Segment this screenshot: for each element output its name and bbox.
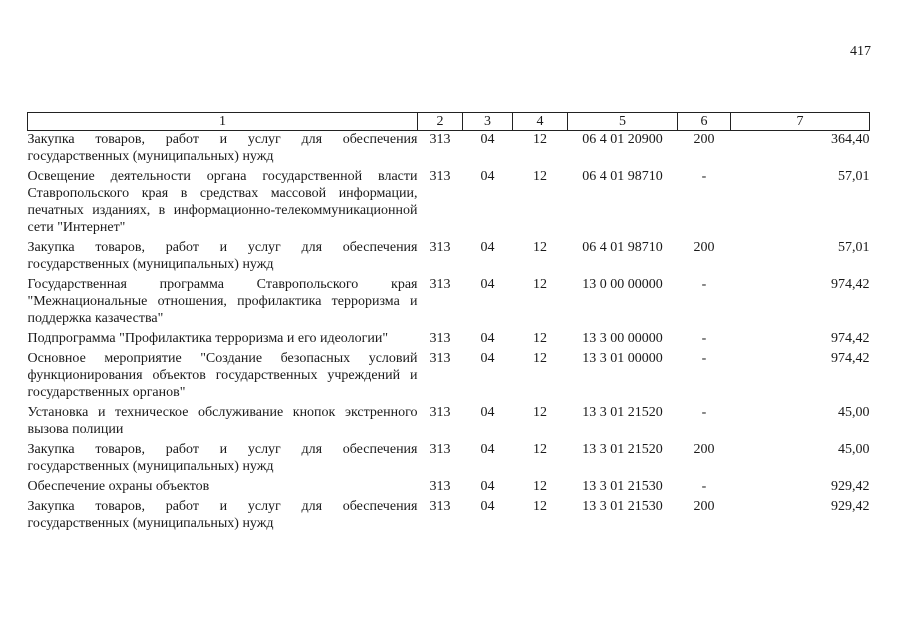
header-col-5: 5 xyxy=(568,113,678,131)
row-name: Закупка товаров, работ и услуг для обеспечения государственных (муниципальных) нужд xyxy=(27,132,418,164)
header-col-3: 3 xyxy=(463,113,513,131)
row-amount: 45,00 xyxy=(838,442,870,457)
row-col-5: 06 4 01 98710 xyxy=(582,240,663,255)
row-col-6: - xyxy=(701,405,707,420)
row-col-5: 06 4 01 20900 xyxy=(582,132,663,147)
table-row xyxy=(28,131,870,169)
row-col-5: 13 3 01 21520 xyxy=(582,442,663,457)
row-col-2: 313 xyxy=(429,351,451,366)
header-col-1: 1 xyxy=(28,113,418,131)
row-col-6: - xyxy=(701,331,707,346)
row-amount: 929,42 xyxy=(831,499,870,514)
row-col-2: 313 xyxy=(429,331,451,346)
row-col-5: 13 0 00 00000 xyxy=(582,277,663,292)
row-col-3: 04 xyxy=(480,351,495,366)
row-col-2: 313 xyxy=(429,169,451,184)
row-col-5: 13 3 01 00000 xyxy=(582,351,663,366)
row-col-6: 200 xyxy=(693,132,715,147)
row-amount: 45,00 xyxy=(838,405,870,420)
row-col-4: 12 xyxy=(533,240,547,255)
row-col-6: - xyxy=(701,351,707,366)
row-name: Закупка товаров, работ и услуг для обеспечения государственных (муниципальных) нужд xyxy=(27,240,418,272)
budget-table xyxy=(27,112,870,535)
row-name: Подпрограмма "Профилактика терроризма и его идеологии" xyxy=(27,331,389,346)
row-col-2: 313 xyxy=(429,277,451,292)
row-amount: 929,42 xyxy=(831,479,870,494)
table-row xyxy=(28,441,870,478)
row-amount: 974,42 xyxy=(831,331,870,346)
table-row xyxy=(28,239,870,276)
header-col-7: 7 xyxy=(731,113,870,131)
row-col-2: 313 xyxy=(429,405,451,420)
row-col-6: 200 xyxy=(693,240,715,255)
row-col-2: 313 xyxy=(429,479,451,494)
row-amount: 57,01 xyxy=(838,240,870,255)
row-col-3: 04 xyxy=(480,405,495,420)
row-col-6: - xyxy=(701,277,707,292)
table-row xyxy=(28,330,870,350)
table-row xyxy=(28,168,870,239)
row-col-6: - xyxy=(701,479,707,494)
row-col-3: 04 xyxy=(480,499,495,514)
header-col-6: 6 xyxy=(678,113,731,131)
row-col-3: 04 xyxy=(480,479,495,494)
header-col-2: 2 xyxy=(418,113,463,131)
header-row xyxy=(28,113,870,131)
row-name: Основное мероприятие "Создание безопасных условий функционирования объектов государственных учреждений и государственных органов" xyxy=(27,351,418,400)
row-name: Обеспечение охраны объектов xyxy=(27,479,210,494)
row-col-5: 13 3 01 21520 xyxy=(582,405,663,420)
row-col-5: 06 4 01 98710 xyxy=(582,169,663,184)
table-row xyxy=(28,350,870,404)
row-col-4: 12 xyxy=(533,442,547,457)
row-col-4: 12 xyxy=(533,169,547,184)
row-col-4: 12 xyxy=(533,405,547,420)
row-name: Установка и техническое обслуживание кнопок экстренного вызова полиции xyxy=(27,405,418,437)
row-amount: 57,01 xyxy=(838,169,870,184)
row-name: Освещение деятельности органа государственной власти Ставропольского края в средствах массовой информации, печатных изданиях, в информационно-телекоммуникационной сети "Интернет" xyxy=(27,169,418,235)
row-col-4: 12 xyxy=(533,499,547,514)
row-col-6: - xyxy=(701,169,707,184)
row-col-3: 04 xyxy=(480,331,495,346)
row-name: Закупка товаров, работ и услуг для обеспечения государственных (муниципальных) нужд xyxy=(27,442,418,474)
row-col-4: 12 xyxy=(533,331,547,346)
row-name: Закупка товаров, работ и услуг для обеспечения государственных (муниципальных) нужд xyxy=(27,499,418,531)
row-col-2: 313 xyxy=(429,499,451,514)
row-col-2: 313 xyxy=(429,442,451,457)
row-col-3: 04 xyxy=(480,277,495,292)
row-col-4: 12 xyxy=(533,351,547,366)
row-col-4: 12 xyxy=(533,479,547,494)
row-col-4: 12 xyxy=(533,277,547,292)
row-col-3: 04 xyxy=(480,132,495,147)
table-row xyxy=(28,404,870,441)
row-col-5: 13 3 01 21530 xyxy=(582,499,663,514)
row-amount: 974,42 xyxy=(831,277,870,292)
row-name: Государственная программа Ставропольского края "Межнациональные отношения, профилактика терроризма и поддержка казачества" xyxy=(27,277,418,326)
row-col-5: 13 3 00 00000 xyxy=(582,331,663,346)
row-col-3: 04 xyxy=(480,169,495,184)
row-col-4: 12 xyxy=(533,132,547,147)
row-col-3: 04 xyxy=(480,240,495,255)
row-amount: 364,40 xyxy=(831,132,870,147)
table-row xyxy=(28,498,870,535)
table-row xyxy=(28,478,870,498)
header-col-4: 4 xyxy=(513,113,568,131)
row-amount: 974,42 xyxy=(831,351,870,366)
row-col-5: 13 3 01 21530 xyxy=(582,479,663,494)
row-col-3: 04 xyxy=(480,442,495,457)
row-col-6: 200 xyxy=(693,442,715,457)
row-col-6: 200 xyxy=(693,499,715,514)
row-col-2: 313 xyxy=(429,240,451,255)
page-number: 417 xyxy=(850,44,871,59)
table-row xyxy=(28,276,870,330)
row-col-2: 313 xyxy=(429,132,451,147)
